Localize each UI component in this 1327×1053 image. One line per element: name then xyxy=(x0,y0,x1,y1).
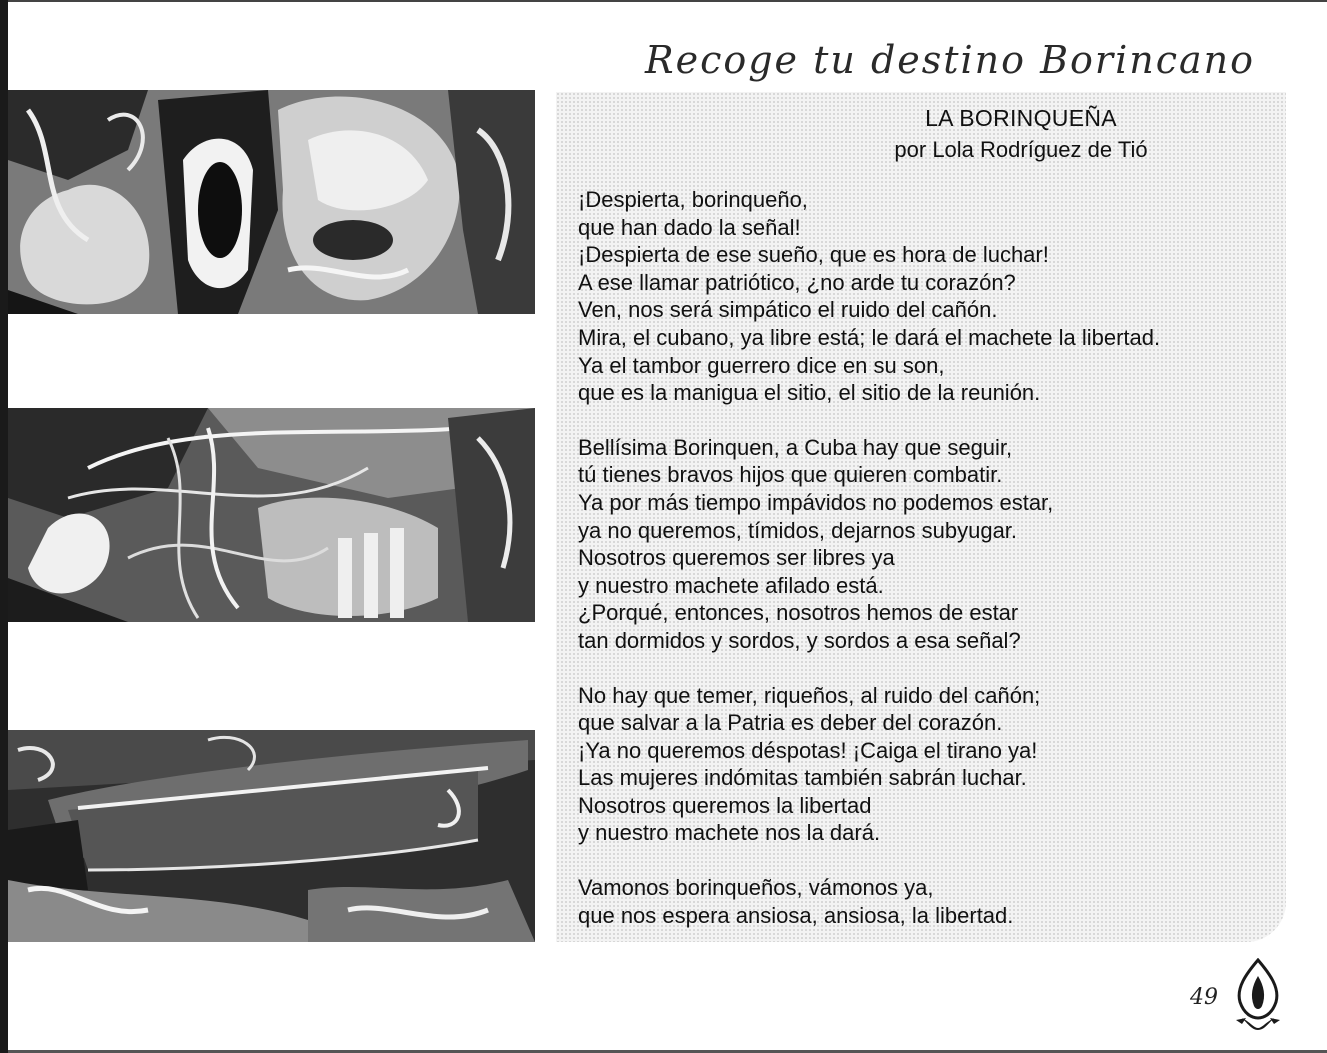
poem-line: que salvar a la Patria es deber del corazón. xyxy=(578,710,1003,736)
poem-author: por Lola Rodríguez de Tió xyxy=(894,137,1148,162)
poem-line: ya no queremos, tímidos, dejarnos subyugar. xyxy=(578,517,1018,543)
illustration-machete xyxy=(8,730,535,942)
poem-line: Mira, el cubano, ya libre está; le dará el machete la libertad. xyxy=(578,324,1161,350)
poem-line: ¡Despierta de ese sueño, que es hora de luchar! xyxy=(578,242,1049,268)
page-edge-left xyxy=(0,0,8,1053)
page-edge-top xyxy=(8,0,1327,2)
poem-line: Ya el tambor guerrero dice en su son, xyxy=(578,352,945,378)
poem-line: que nos espera ansiosa, ansiosa, la libertad. xyxy=(578,902,1014,928)
poem-line: ¡Despierta, borinqueño, xyxy=(578,187,808,212)
poem-stanza-1 xyxy=(578,186,1278,407)
illustration-faces xyxy=(8,90,535,314)
poem-line: Ven, nos será simpático el ruido del cañón. xyxy=(578,297,998,323)
poem-line: que es la manigua el sitio, el sitio de la reunión. xyxy=(578,380,1041,406)
poem-line: y nuestro machete afilado está. xyxy=(578,572,884,598)
poem-stanza-2 xyxy=(578,434,1278,655)
poem-line: Bellísima Borinquen, a Cuba hay que seguir, xyxy=(578,434,1013,460)
book-title-header: Recoge tu destino Borincano xyxy=(644,38,1255,82)
poem-stanza-4 xyxy=(578,874,1278,929)
poem-line: y nuestro machete nos la dará. xyxy=(578,820,881,846)
poem-title: LA BORINQUEÑA xyxy=(925,105,1117,131)
illustration-instruments xyxy=(8,408,535,622)
poem-line: ¡Ya no queremos déspotas! ¡Caiga el tirano ya! xyxy=(578,737,1038,763)
page-number: 49 xyxy=(1190,985,1218,1010)
poem-line: No hay que temer, riqueños, al ruido del cañón; xyxy=(578,682,1041,708)
poem-line: que han dado la señal! xyxy=(578,214,801,240)
poem-line: Nosotros queremos la libertad xyxy=(578,792,872,818)
poem-line: Vamonos borinqueños, vámonos ya, xyxy=(578,875,934,901)
flower-ornament-icon xyxy=(1232,958,1284,1030)
poem-line: ¿Porqué, entonces, nosotros hemos de estar xyxy=(578,600,1019,626)
poem-line: Ya por más tiempo impávidos no podemos estar, xyxy=(578,489,1054,515)
poem-line: Las mujeres indómitas también sabrán luchar. xyxy=(578,765,1027,791)
poem-body xyxy=(578,186,1278,956)
poem-line: tú tienes bravos hijos que quieren combatir. xyxy=(578,462,1003,488)
poem-heading xyxy=(556,105,1327,163)
poem-stanza-3 xyxy=(578,682,1278,848)
poem-line: Nosotros queremos ser libres ya xyxy=(578,545,895,571)
poem-line: tan dormidos y sordos, y sordos a esa señal? xyxy=(578,627,1021,653)
poem-line: A ese llamar patriótico, ¿no arde tu corazón? xyxy=(578,269,1016,295)
